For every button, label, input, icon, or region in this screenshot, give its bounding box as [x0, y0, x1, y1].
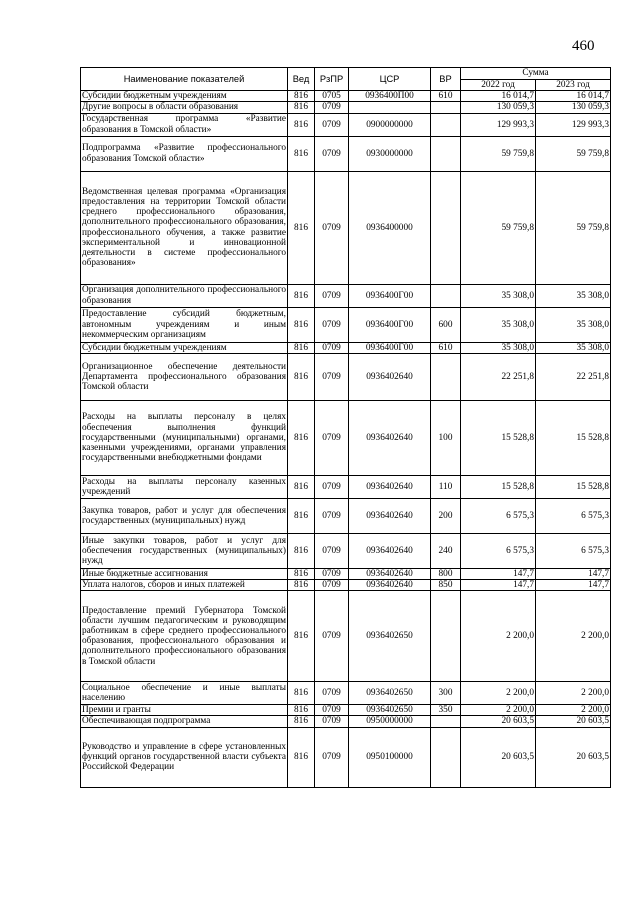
row-name-cell: Иные бюджетные ассигнования [81, 568, 288, 579]
row-2022-value-cell: 6 575,3 [461, 533, 536, 568]
table-row [81, 727, 611, 787]
table-row [81, 568, 611, 579]
row-ved-cell: 816 [288, 727, 315, 787]
row-vr-cell [431, 284, 461, 307]
row-csr-cell: 0950100000 [349, 727, 431, 787]
row-name-cell: Предоставление премий Губернатора Томской области лучшим педагогическим и руководящим работникам в сфере среднего профессионального образования, профессионального образования и дополнительного профессионального образования в Томской области [81, 591, 288, 682]
row-2023-value-cell: 6 575,3 [536, 498, 611, 533]
header-vr: ВР [431, 68, 461, 91]
row-2022-value-cell: 59 759,8 [461, 136, 536, 171]
header-year-2022: 2022 год [461, 80, 536, 91]
row-2022-value-cell: 15 528,8 [461, 475, 536, 498]
table-row [81, 716, 611, 727]
row-rzpr-cell: 0709 [315, 136, 349, 171]
row-vr-cell [431, 716, 461, 727]
row-2022-value-cell: 15 528,8 [461, 400, 536, 475]
row-2023-value-cell: 2 200,0 [536, 705, 611, 716]
row-2023-value-cell: 2 200,0 [536, 591, 611, 682]
row-rzpr-cell: 0709 [315, 475, 349, 498]
table-row [81, 284, 611, 307]
row-2022-value-cell: 35 308,0 [461, 307, 536, 342]
row-2023-value-cell: 22 251,8 [536, 353, 611, 400]
row-rzpr-cell: 0709 [315, 284, 349, 307]
row-ved-cell: 816 [288, 568, 315, 579]
row-2023-value-cell: 129 993,3 [536, 113, 611, 136]
row-csr-cell: 0950000000 [349, 716, 431, 727]
row-name-cell: Другие вопросы в области образования [81, 102, 288, 113]
row-csr-cell: 0936402640 [349, 580, 431, 591]
row-vr-cell: 600 [431, 307, 461, 342]
row-2023-value-cell: 2 200,0 [536, 682, 611, 705]
row-vr-cell: 350 [431, 705, 461, 716]
row-2022-value-cell: 20 603,5 [461, 716, 536, 727]
row-2023-value-cell: 147,7 [536, 580, 611, 591]
row-csr-cell: 0936400П00 [349, 91, 431, 102]
header-year-2023: 2023 год [536, 80, 611, 91]
row-ved-cell: 816 [288, 102, 315, 113]
row-rzpr-cell: 0709 [315, 342, 349, 353]
row-rzpr-cell: 0709 [315, 171, 349, 284]
table-row [81, 342, 611, 353]
row-ved-cell: 816 [288, 171, 315, 284]
table-body [81, 91, 611, 787]
row-rzpr-cell: 0709 [315, 591, 349, 682]
table-row [81, 580, 611, 591]
row-2022-value-cell: 2 200,0 [461, 705, 536, 716]
row-2022-value-cell: 35 308,0 [461, 284, 536, 307]
row-rzpr-cell: 0709 [315, 705, 349, 716]
row-csr-cell: 0936402640 [349, 498, 431, 533]
row-rzpr-cell: 0709 [315, 113, 349, 136]
table-row [81, 705, 611, 716]
row-ved-cell: 816 [288, 91, 315, 102]
row-rzpr-cell: 0709 [315, 580, 349, 591]
row-name-cell: Закупка товаров, работ и услуг для обеспечения государственных (муниципальных) нужд [81, 498, 288, 533]
row-2023-value-cell: 20 603,5 [536, 716, 611, 727]
row-name-cell: Предоставление субсидий бюджетным, автономным учреждениям и иным некоммерческим организациям [81, 307, 288, 342]
row-ved-cell: 816 [288, 705, 315, 716]
row-2023-value-cell: 6 575,3 [536, 533, 611, 568]
row-rzpr-cell: 0709 [315, 568, 349, 579]
row-2023-value-cell: 59 759,8 [536, 171, 611, 284]
row-csr-cell: 0936402640 [349, 353, 431, 400]
row-name-cell: Организация дополнительного профессионального образования [82, 285, 286, 306]
row-name-cell: Организационное обеспечение деятельности Департамента профессионального образования Томской области [81, 353, 288, 400]
row-ved-cell: 816 [288, 307, 315, 342]
row-2023-value-cell: 35 308,0 [536, 284, 611, 307]
row-rzpr-cell: 0709 [315, 498, 349, 533]
row-rzpr-cell: 0709 [315, 533, 349, 568]
row-ved-cell: 816 [288, 498, 315, 533]
row-2022-value-cell: 6 575,3 [461, 498, 536, 533]
row-name-cell: Государственная программа «Развитие образования в Томской области» [82, 114, 286, 135]
header-rzpr: РзПР [315, 68, 349, 91]
row-name-cell: Ведомственная целевая программа «Организация предоставления на территории Томской области среднего профессионального образования, дополнительного профессионального образования, профессионального обучения, а также развитие экспериментальной и инновационной деятельности в системе профессионального образования» [81, 171, 288, 284]
row-csr-cell [349, 102, 431, 113]
row-name-cell: Расходы на выплаты персоналу в целях обеспечения выполнения функций государственными (муниципальными) органами, казенными учреждениями, органами управления государственными внебюджетными фондами [81, 400, 288, 475]
budget-table [80, 67, 611, 788]
row-name-cell: Подпрограмма «Развитие профессионального образования Томской области» [81, 136, 288, 171]
row-ved-cell: 816 [288, 353, 315, 400]
table-header [81, 68, 611, 91]
row-2022-value-cell: 35 308,0 [461, 342, 536, 353]
row-2022-value-cell: 59 759,8 [461, 171, 536, 284]
row-csr-cell: 0936402640 [349, 533, 431, 568]
row-2022-value-cell: 16 014,7 [461, 91, 536, 102]
row-csr-cell: 0900000000 [349, 113, 431, 136]
table-row [81, 498, 611, 533]
row-2022-value-cell: 2 200,0 [461, 682, 536, 705]
header-name: Наименование показателей [81, 68, 288, 91]
row-2022-value-cell: 130 059,3 [461, 102, 536, 113]
row-ved-cell: 816 [288, 400, 315, 475]
header-ved: Вед [288, 68, 315, 91]
table-row [81, 591, 611, 682]
row-vr-cell: 100 [431, 400, 461, 475]
row-2023-value-cell: 16 014,7 [536, 91, 611, 102]
row-vr-cell [431, 171, 461, 284]
row-csr-cell: 0936402650 [349, 682, 431, 705]
table-row [81, 91, 611, 102]
row-rzpr-cell: 0709 [315, 727, 349, 787]
table-row [81, 102, 611, 113]
row-rzpr-cell: 0709 [315, 716, 349, 727]
table-row [81, 533, 611, 568]
row-vr-cell: 200 [431, 498, 461, 533]
row-ved-cell: 816 [288, 591, 315, 682]
row-ved-cell: 816 [288, 342, 315, 353]
row-rzpr-cell: 0709 [315, 102, 349, 113]
row-ved-cell: 816 [288, 284, 315, 307]
row-vr-cell [431, 353, 461, 400]
row-rzpr-cell: 0709 [315, 682, 349, 705]
row-vr-cell: 850 [431, 580, 461, 591]
row-name-cell: Руководство и управление в сфере установленных функций органов государственной власти субъекта Российской Федерации [81, 727, 288, 787]
row-rzpr-cell: 0709 [315, 353, 349, 400]
row-name-cell: Иные закупки товаров, работ и услуг для обеспечения государственных (муниципальных) нужд [81, 533, 288, 568]
row-ved-cell: 816 [288, 580, 315, 591]
header-sum: Сумма [461, 68, 611, 80]
row-ved-cell: 816 [288, 136, 315, 171]
row-2022-value-cell: 2 200,0 [461, 591, 536, 682]
row-csr-cell: 0930000000 [349, 136, 431, 171]
row-2022-value-cell: 147,7 [461, 568, 536, 579]
row-2022-value-cell: 22 251,8 [461, 353, 536, 400]
row-rzpr-cell: 0705 [315, 91, 349, 102]
row-vr-cell: 610 [431, 91, 461, 102]
table-row [81, 113, 611, 136]
row-name-cell: Социальное обеспечение и иные выплаты населению [82, 683, 286, 704]
row-2023-value-cell: 35 308,0 [536, 307, 611, 342]
table-row [81, 353, 611, 400]
row-csr-cell: 0936402650 [349, 591, 431, 682]
page-number: 460 [572, 38, 595, 54]
row-2023-value-cell: 130 059,3 [536, 102, 611, 113]
row-2023-value-cell: 15 528,8 [536, 475, 611, 498]
row-vr-cell: 800 [431, 568, 461, 579]
row-ved-cell: 816 [288, 682, 315, 705]
row-name-cell: Субсидии бюджетным учреждениям [81, 91, 288, 102]
row-2022-value-cell: 129 993,3 [461, 113, 536, 136]
table-row [81, 307, 611, 342]
row-vr-cell: 110 [431, 475, 461, 498]
row-name-cell: Расходы на выплаты персоналу казенных учреждений [82, 476, 286, 497]
row-csr-cell: 0936402640 [349, 568, 431, 579]
row-vr-cell [431, 102, 461, 113]
row-csr-cell: 0936400Г00 [349, 284, 431, 307]
row-vr-cell: 240 [431, 533, 461, 568]
row-name-cell: Субсидии бюджетным учреждениям [81, 342, 288, 353]
row-2023-value-cell: 35 308,0 [536, 342, 611, 353]
row-2022-value-cell: 20 603,5 [461, 727, 536, 787]
row-csr-cell: 0936402640 [349, 475, 431, 498]
row-rzpr-cell: 0709 [315, 307, 349, 342]
row-rzpr-cell: 0709 [315, 400, 349, 475]
row-vr-cell: 300 [431, 682, 461, 705]
row-vr-cell: 610 [431, 342, 461, 353]
row-2023-value-cell: 15 528,8 [536, 400, 611, 475]
row-ved-cell: 816 [288, 533, 315, 568]
header-csr: ЦСР [349, 68, 431, 91]
row-name-cell: Уплата налогов, сборов и иных платежей [81, 580, 288, 591]
table-row [81, 171, 611, 284]
table-row [81, 136, 611, 171]
row-2023-value-cell: 59 759,8 [536, 136, 611, 171]
row-vr-cell [431, 136, 461, 171]
row-vr-cell [431, 591, 461, 682]
row-name-cell: Обеспечивающая подпрограмма [81, 716, 288, 727]
row-vr-cell [431, 727, 461, 787]
row-ved-cell: 816 [288, 113, 315, 136]
row-name-cell: Премии и гранты [81, 705, 288, 716]
row-ved-cell: 816 [288, 716, 315, 727]
row-2023-value-cell: 147,7 [536, 568, 611, 579]
row-csr-cell: 0936400Г00 [349, 342, 431, 353]
row-ved-cell: 816 [288, 475, 315, 498]
row-csr-cell: 0936400Г00 [349, 307, 431, 342]
row-csr-cell: 0936402640 [349, 400, 431, 475]
row-2023-value-cell: 20 603,5 [536, 727, 611, 787]
row-csr-cell: 0936402650 [349, 705, 431, 716]
table-row [81, 475, 611, 498]
row-vr-cell [431, 113, 461, 136]
table-row [81, 682, 611, 705]
row-2022-value-cell: 147,7 [461, 580, 536, 591]
table-row [81, 400, 611, 475]
row-csr-cell: 0936400000 [349, 171, 431, 284]
